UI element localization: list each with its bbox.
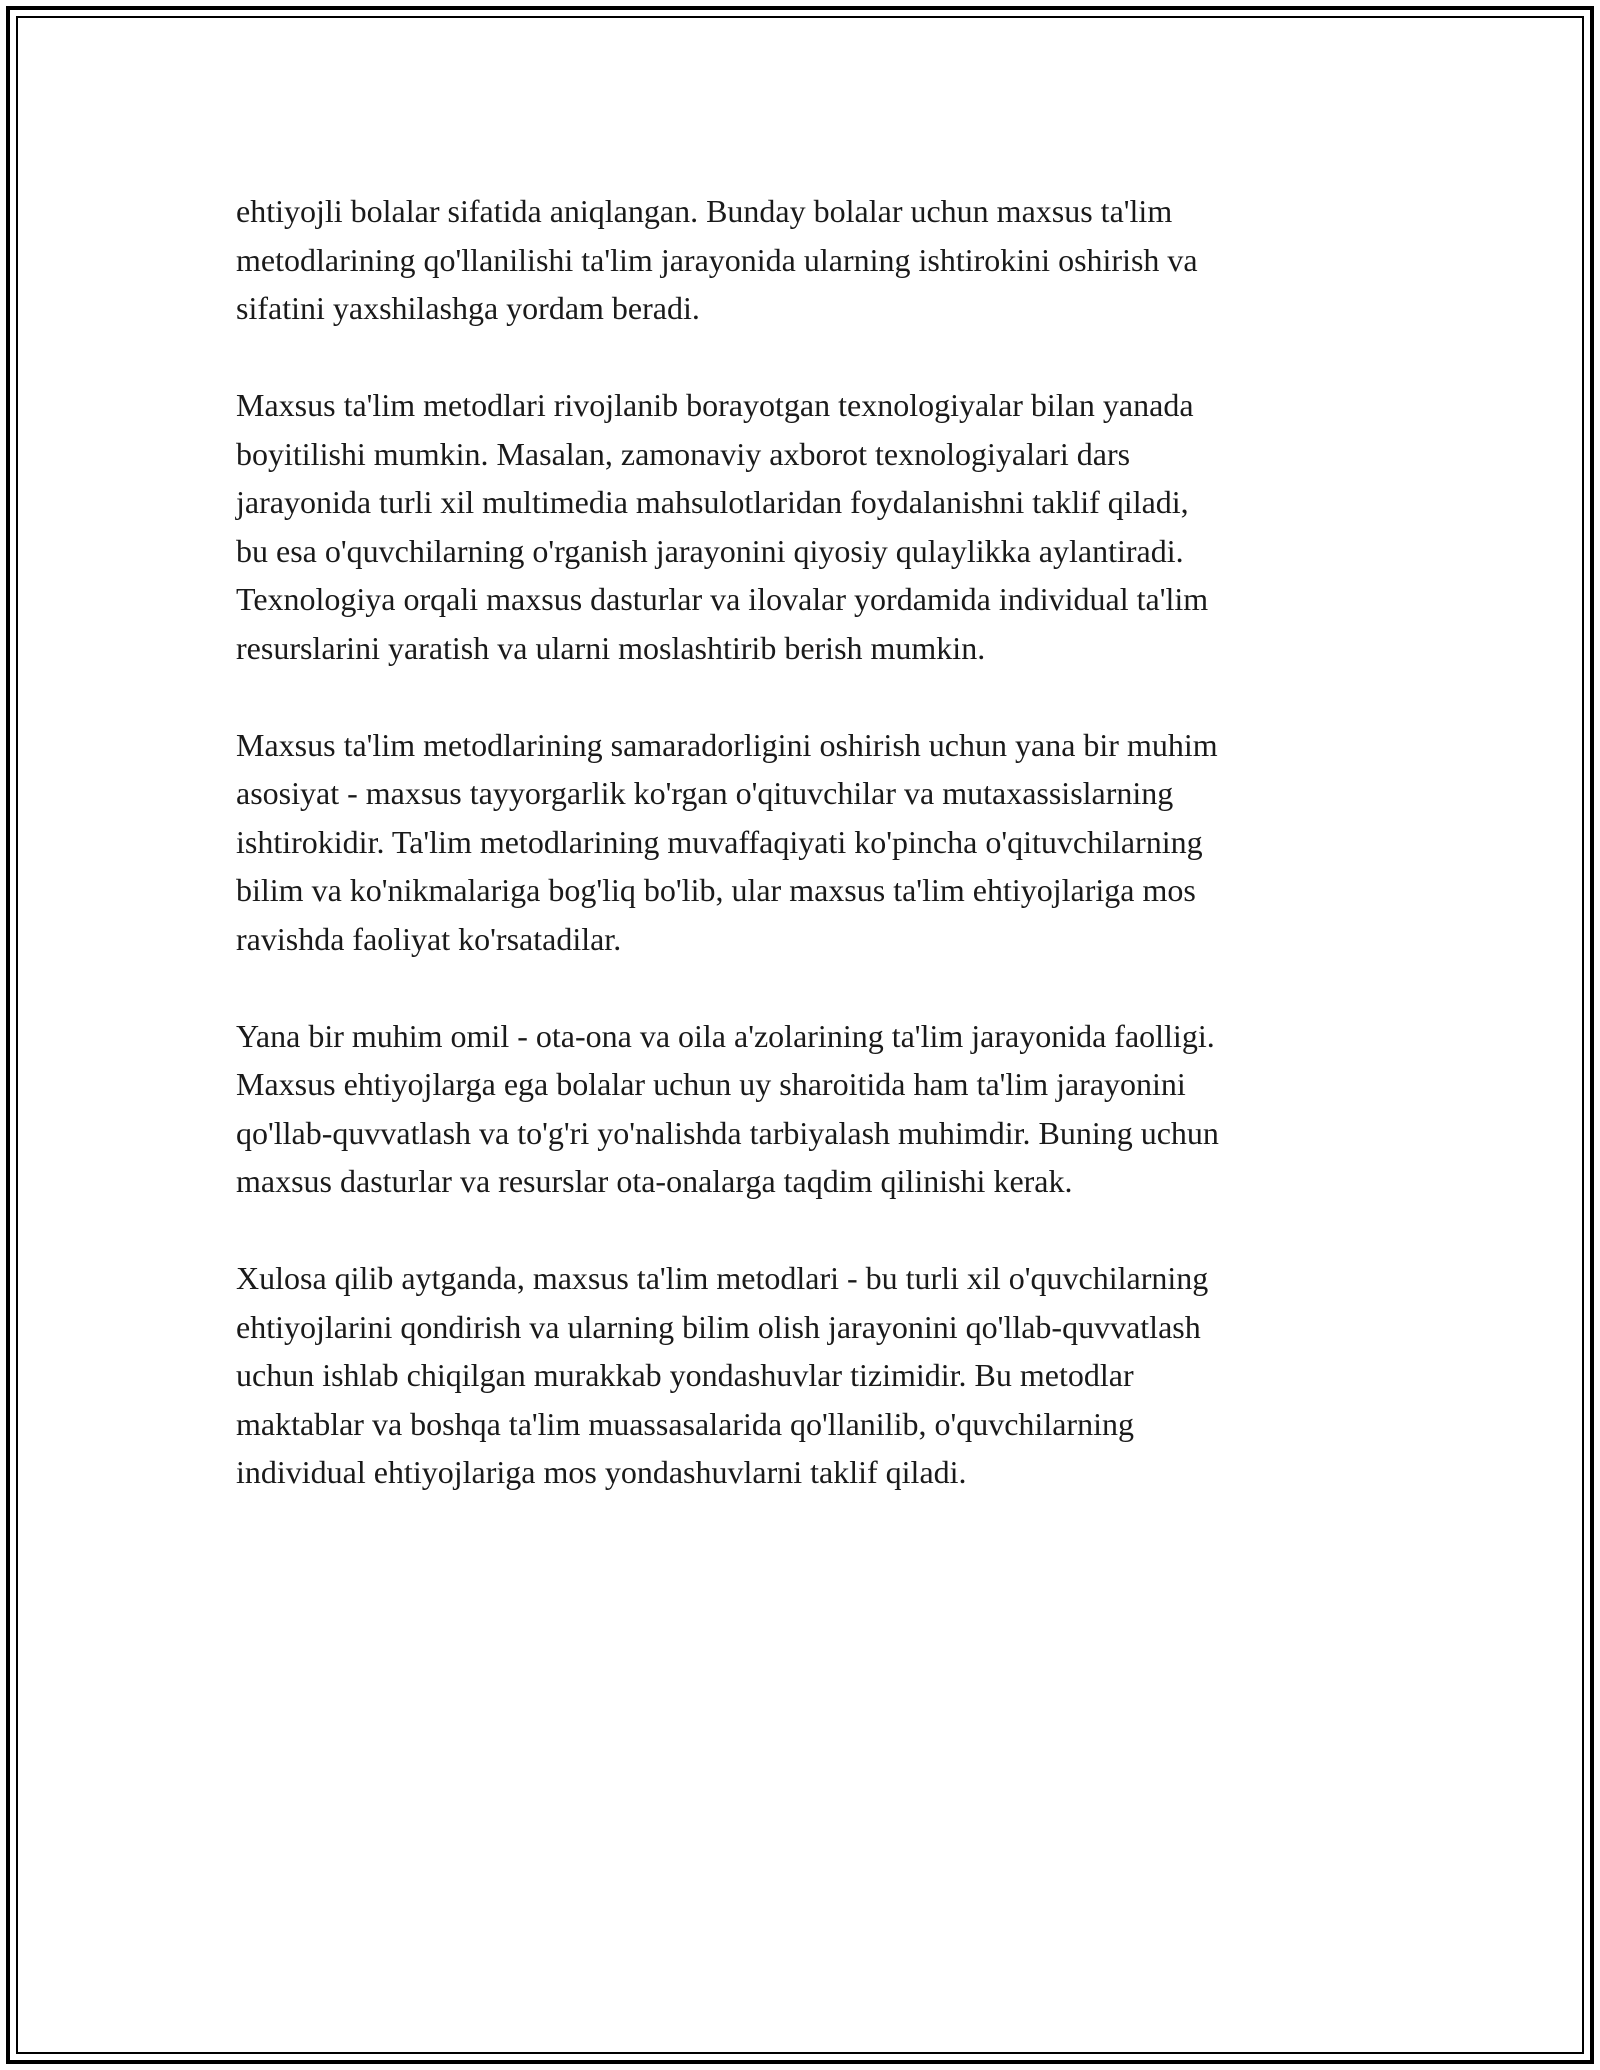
text-line: ishtirokidir. Ta'lim metodlarining muvaffaqiyati ko'pincha o'qituvchilarning <box>236 823 1203 860</box>
text-line: maxsus dasturlar va resurslar ota-onalarga taqdim qilinishi kerak. <box>236 1163 1073 1199</box>
text-line: Texnologiya orqali maxsus dasturlar va ilovalar yordamida individual ta'lim <box>236 581 1209 617</box>
paragraph <box>236 187 1386 333</box>
text-line: resurslarini yaratish va ularni moslashtirib berish mumkin. <box>236 629 986 666</box>
text-line: Yana bir muhim omil - ota-ona va oila a'zolarining ta'lim jarayonida faolligi. <box>236 1017 1215 1054</box>
text-line: uchun ishlab chiqilgan murakkab yondashuvlar tizimidir. Bu metodlar <box>236 1357 1134 1393</box>
paragraph <box>236 1012 1386 1206</box>
text-line: sifatini yaxshilashga yordam beradi. <box>236 290 700 326</box>
text-line: ehtiyojli bolalar sifatida aniqlangan. Bunday bolalar uchun maxsus ta'lim <box>236 193 1173 229</box>
text-line: qo'llab-quvvatlash va to'g'ri yo'nalishda tarbiyalash muhimdir. Buning uchun <box>236 1114 1219 1151</box>
text-line: ehtiyojlarini qondirish va ularning bilim olish jarayonini qo'llab-quvvatlash <box>236 1308 1201 1345</box>
text-line: metodlarining qo'llanilishi ta'lim jarayonida ularning ishtirokini oshirish va <box>236 241 1198 278</box>
text-line: Maxsus ehtiyojlarga ega bolalar uchun uy sharoitida ham ta'lim jarayonini <box>236 1066 1186 1102</box>
text-line: jarayonida turli xil multimedia mahsulotlaridan foydalanishni taklif qiladi, <box>236 484 1189 520</box>
text-line: Maxsus ta'lim metodlarining samaradorligini oshirish uchun yana bir muhim <box>236 726 1218 763</box>
text-line: individual ehtiyojlariga mos yondashuvlarni taklif qiladi. <box>236 1454 967 1490</box>
paragraph <box>236 1254 1386 1497</box>
text-line: bilim va ko'nikmalariga bog'liq bo'lib, ular maxsus ta'lim ehtiyojlariga mos <box>236 872 1196 908</box>
paragraph <box>236 721 1386 964</box>
text-line: Maxsus ta'lim metodlari rivojlanib borayotgan texnologiyalar bilan yanada <box>236 387 1194 423</box>
text-line: ravishda faoliyat ko'rsatadilar. <box>236 920 622 957</box>
text-line: bu esa o'quvchilarning o'rganish jarayonini qiyosiy qulaylikka aylantiradi. <box>236 532 1184 569</box>
document-body <box>236 187 1386 1545</box>
text-line: asosiyat - maxsus tayyorgarlik ko'rgan o'qituvchilar va mutaxassislarning <box>236 775 1174 811</box>
text-line: maktablar va boshqa ta'lim muassasalarida qo'llanilib, o'quvchilarning <box>236 1405 1134 1442</box>
paragraph <box>236 381 1386 672</box>
text-line: Xulosa qilib aytganda, maxsus ta'lim metodlari - bu turli xil o'quvchilarning <box>236 1260 1209 1296</box>
text-line: boyitilishi mumkin. Masalan, zamonaviy axborot texnologiyalari dars <box>236 435 1131 472</box>
